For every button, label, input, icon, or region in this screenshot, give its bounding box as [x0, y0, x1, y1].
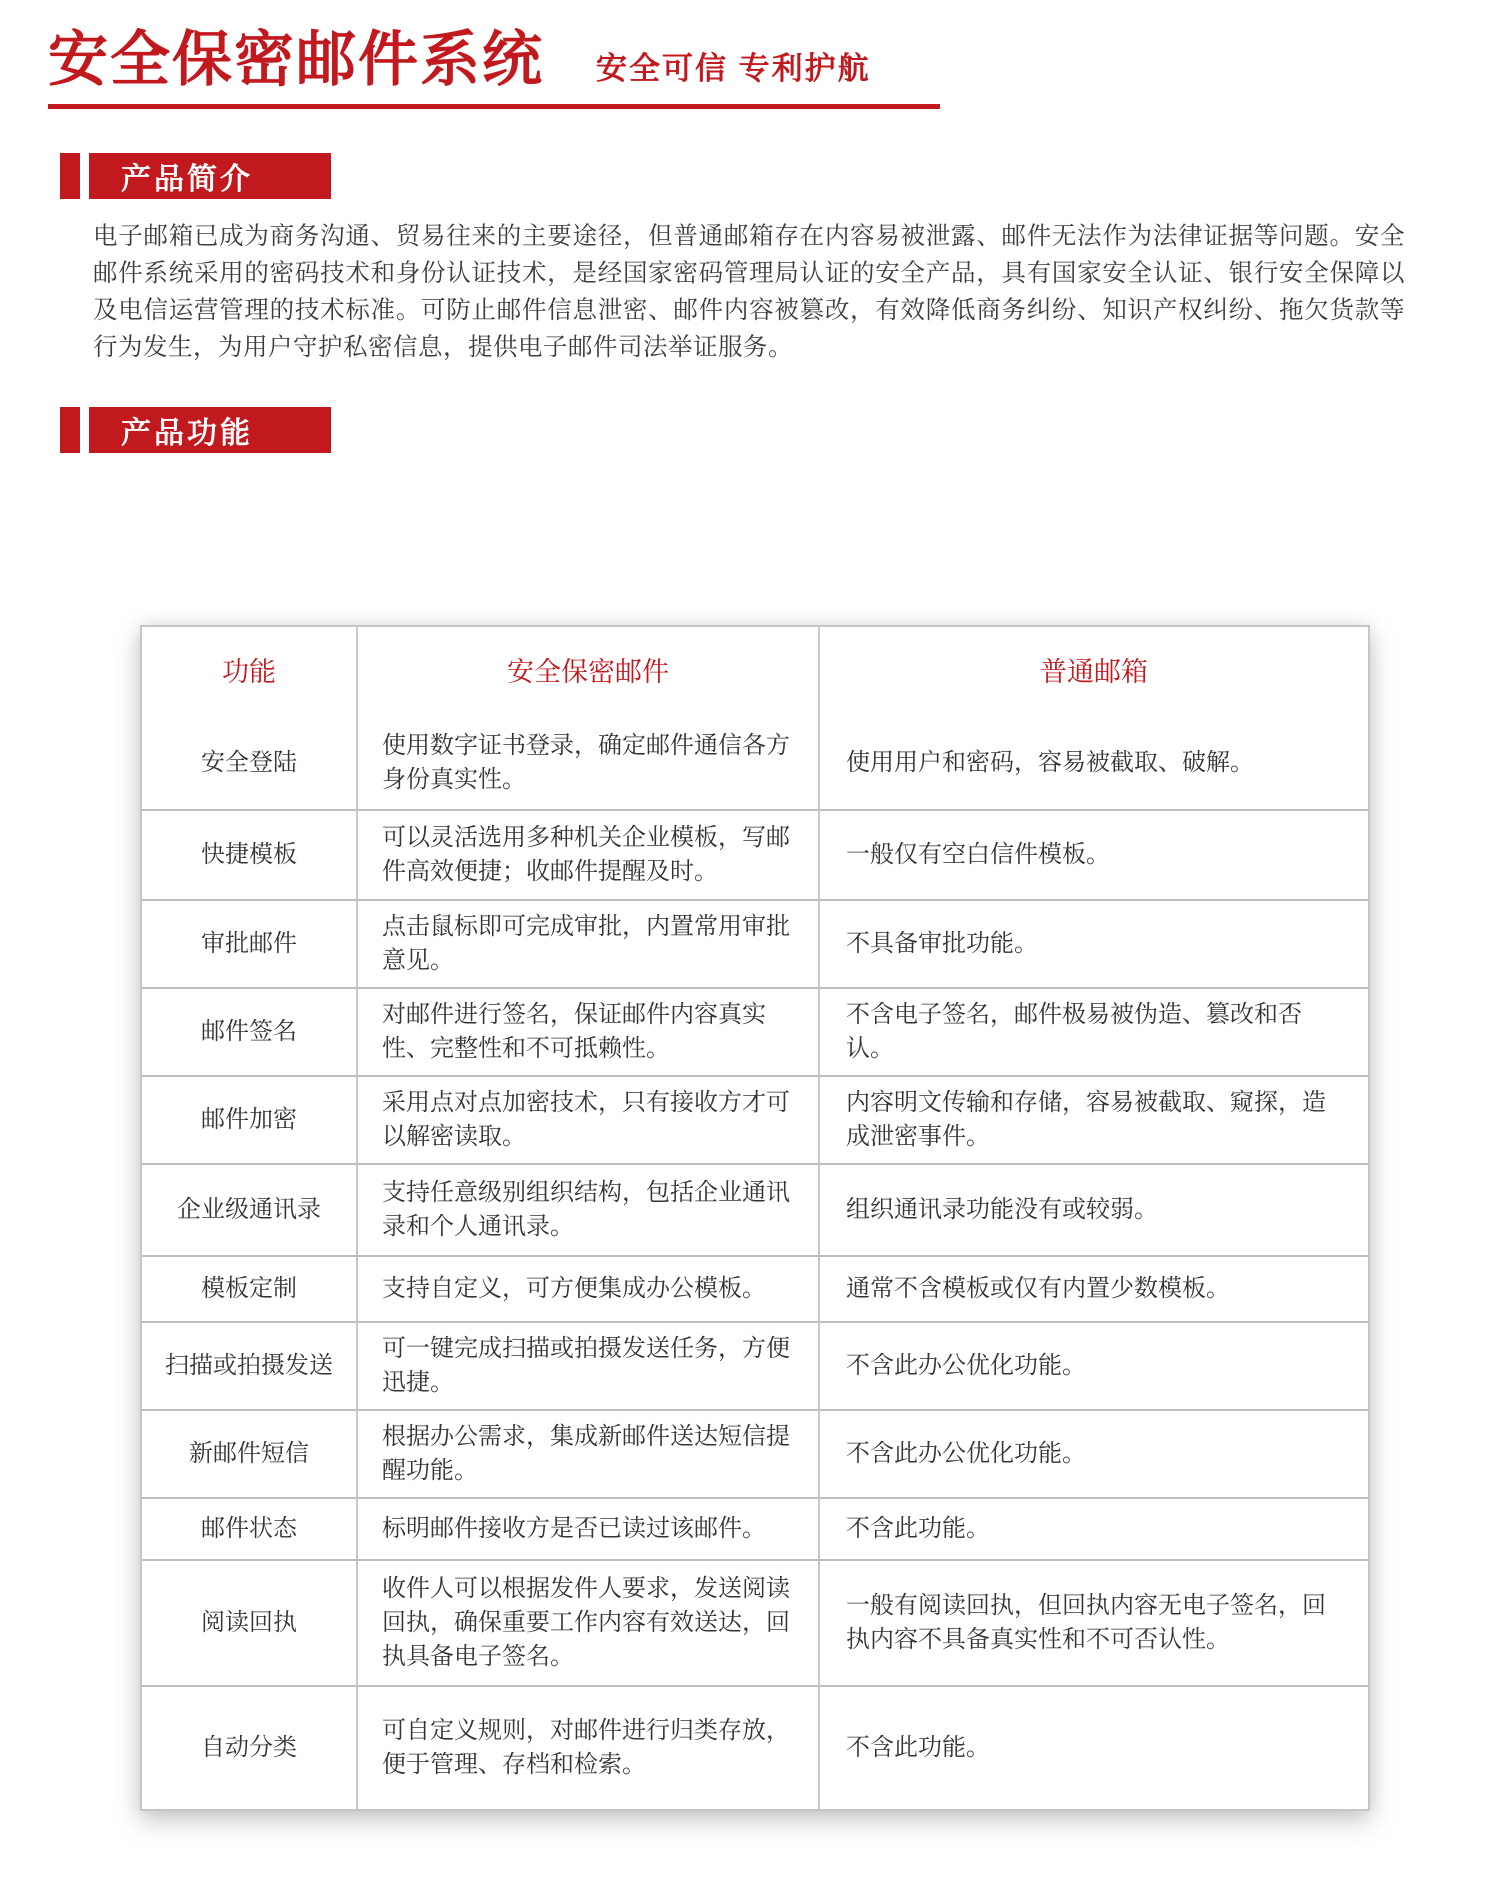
- page-title: 安全保密邮件系统: [48, 26, 544, 93]
- secure-mail-cell: 对邮件进行签名，保证邮件内容真实性、完整性和不可抵赖性。: [356, 989, 818, 1075]
- table-row: [142, 987, 1368, 1075]
- feature-name-cell: 自动分类: [201, 1734, 297, 1761]
- features-heading-label: 产品功能: [121, 417, 253, 450]
- secure-mail-cell: 可以灵活选用多种机关企业模板，写邮件高效便捷；收邮件提醒及时。: [356, 811, 818, 899]
- column-header-secure-mail: 安全保密邮件: [356, 627, 818, 717]
- features-table: [140, 625, 1370, 1811]
- column-header-normal-mail: 普通邮箱: [818, 627, 1368, 717]
- column-header-feature: 功能: [222, 657, 276, 687]
- intro-section-heading: [60, 153, 331, 199]
- intro-heading-chip: [89, 153, 331, 199]
- normal-mail-cell: 组织通讯录功能没有或较弱。: [818, 1165, 1368, 1255]
- features-section-heading: [60, 407, 331, 453]
- features-heading-chip: [89, 407, 331, 453]
- normal-mail-cell: 不具备审批功能。: [818, 901, 1368, 987]
- intro-heading-label: 产品简介: [121, 163, 253, 196]
- normal-mail-cell: 不含此办公优化功能。: [818, 1323, 1368, 1409]
- secure-mail-cell: 可自定义规则，对邮件进行归类存放，便于管理、存档和检索。: [356, 1687, 818, 1809]
- table-row: [142, 899, 1368, 987]
- secure-mail-cell: 根据办公需求，集成新邮件送达短信提醒功能。: [356, 1411, 818, 1497]
- table-header-row: [142, 627, 1368, 717]
- normal-mail-cell: 内容明文传输和存储，容易被截取、窥探，造成泄密事件。: [818, 1077, 1368, 1163]
- title-underline: [48, 104, 940, 109]
- normal-mail-cell: 通常不含模板或仅有内置少数模板。: [818, 1257, 1368, 1321]
- normal-mail-cell: 不含此功能。: [818, 1499, 1368, 1559]
- secure-mail-cell: 使用数字证书登录，确定邮件通信各方身份真实性。: [356, 717, 818, 809]
- secure-mail-cell: 标明邮件接收方是否已读过该邮件。: [356, 1499, 818, 1559]
- feature-name-cell: 模板定制: [201, 1275, 297, 1302]
- feature-name-cell: 新邮件短信: [189, 1440, 309, 1467]
- table-row: [142, 809, 1368, 899]
- normal-mail-cell: 不含此办公优化功能。: [818, 1411, 1368, 1497]
- table-row: [142, 1409, 1368, 1497]
- table-row: [142, 1559, 1368, 1685]
- feature-name-cell: 企业级通讯录: [177, 1196, 321, 1223]
- table-row: [142, 1321, 1368, 1409]
- table-body: [142, 717, 1368, 1809]
- table-row: [142, 1497, 1368, 1559]
- intro-paragraph: 电子邮箱已成为商务沟通、贸易往来的主要途径，但普通邮箱存在内容易被泄露、邮件无法作为法律证据等问题。安全邮件系统采用的密码技术和身份认证技术，是经国家密码管理局认证的安全产品，具有国家安全认证、银行安全保障以及电信运营管理的技术标准。可防止邮件信息泄密、邮件内容被篡改，有效降低商务纠纷、知识产权纠纷、拖欠货款等行为发生，为用户守护私密信息，提供电子邮件司法举证服务。: [93, 223, 1405, 361]
- secure-mail-cell: 可一键完成扫描或拍摄发送任务，方便迅捷。: [356, 1323, 818, 1409]
- heading-accent-bar: [60, 407, 80, 453]
- table-row: [142, 1163, 1368, 1255]
- normal-mail-cell: 不含电子签名，邮件极易被伪造、篡改和否认。: [818, 989, 1368, 1075]
- page-header: [48, 24, 1448, 96]
- page-subtitle: 安全可信 专利护航: [596, 51, 871, 86]
- normal-mail-cell: 一般有阅读回执，但回执内容无电子签名，回执内容不具备真实性和不可否认性。: [818, 1561, 1368, 1685]
- secure-mail-cell: 收件人可以根据发件人要求，发送阅读回执，确保重要工作内容有效送达，回执具备电子签名。: [356, 1561, 818, 1685]
- secure-mail-cell: 采用点对点加密技术，只有接收方才可以解密读取。: [356, 1077, 818, 1163]
- table-row: [142, 1075, 1368, 1163]
- feature-name-cell: 邮件状态: [201, 1515, 297, 1542]
- feature-name-cell: 邮件加密: [201, 1106, 297, 1133]
- feature-name-cell: 快捷模板: [201, 841, 297, 868]
- feature-name-cell: 审批邮件: [201, 930, 297, 957]
- table-row: [142, 1685, 1368, 1809]
- secure-mail-cell: 点击鼠标即可完成审批，内置常用审批意见。: [356, 901, 818, 987]
- table-row: [142, 717, 1368, 809]
- normal-mail-cell: 使用用户和密码，容易被截取、破解。: [818, 717, 1368, 809]
- feature-name-cell: 扫描或拍摄发送: [165, 1352, 333, 1379]
- feature-name-cell: 阅读回执: [201, 1609, 297, 1636]
- secure-mail-cell: 支持自定义，可方便集成办公模板。: [356, 1257, 818, 1321]
- heading-accent-bar: [60, 153, 80, 199]
- feature-name-cell: 邮件签名: [201, 1018, 297, 1045]
- secure-mail-cell: 支持任意级别组织结构，包括企业通讯录和个人通讯录。: [356, 1165, 818, 1255]
- normal-mail-cell: 一般仅有空白信件模板。: [818, 811, 1368, 899]
- feature-name-cell: 安全登陆: [201, 749, 297, 776]
- table-row: [142, 1255, 1368, 1321]
- normal-mail-cell: 不含此功能。: [818, 1687, 1368, 1809]
